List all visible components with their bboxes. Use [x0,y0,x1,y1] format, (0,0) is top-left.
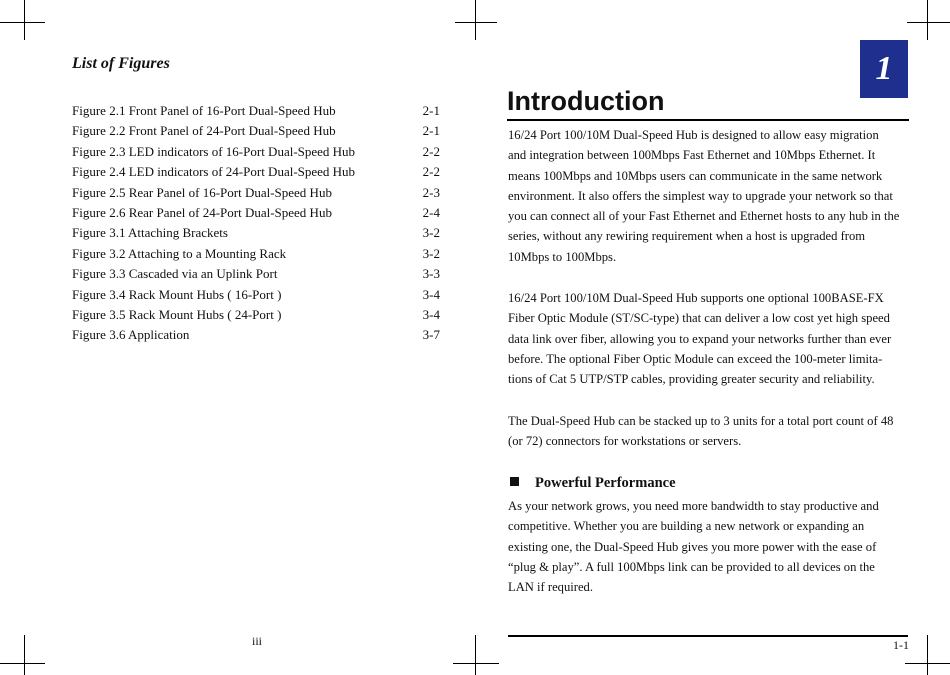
figure-entry-page: 2-1 [422,123,440,139]
figure-entry-label: Figure 2.3 LED indicators of 16-Port Dual-Speed Hub [72,143,356,159]
figure-entry-label: Figure 3.1 Attaching Brackets [72,225,228,241]
text-line: competitive. Whether you are building a new network or expanding an [508,519,865,534]
crop-mark [907,22,950,23]
text-line: data link over fiber, allowing you to expand your networks further than ever [508,331,892,346]
list-of-figures-title: List of Figures [72,55,170,72]
text-line: (or 72) connectors for workstations or servers. [508,434,742,449]
figure-entry-page: 2-3 [422,184,440,200]
figure-entry [72,122,440,140]
figure-entry-label: Figure 3.2 Attaching to a Mounting Rack [72,245,287,261]
figure-entry-label: Figure 2.1 Front Panel of 16-Port Dual-Speed Hub [72,103,336,118]
paragraph-2 [508,288,910,389]
figure-entry-page: 3-4 [422,286,440,302]
text-line: The Dual-Speed Hub can be stacked up to 3 units for a total port count of 48 [508,414,894,428]
figure-entry-label: Figure 2.5 Rear Panel of 16-Port Dual-Speed Hub [72,184,332,200]
figure-entry-page: 2-1 [422,103,440,118]
figure-entry-page: 2-4 [422,205,440,220]
text-line: existing one, the Dual-Speed Hub gives you more power with the ease of [508,539,877,554]
text-line: Fiber Optic Module (ST/SC-type) that can deliver a low cost yet high speed [508,311,890,326]
crop-mark [475,635,476,675]
figure-entry [72,102,440,120]
text-line: tions of Cat 5 UTP/STP cables, providing greater security and reliability. [508,372,875,387]
square-bullet-icon [510,477,519,486]
crop-mark [927,0,928,40]
figure-entry [72,286,440,304]
figure-entry [72,224,440,242]
figure-entry [72,326,440,344]
figure-entry-label: Figure 3.6 Application [72,327,190,343]
text-line: 16/24 Port 100/10M Dual-Speed Hub supports one optional 100BASE-FX [508,291,884,305]
section-heading [510,475,676,492]
page-number-left: iii [252,634,263,648]
figure-entry [72,245,440,263]
text-line: LAN if required. [508,580,593,595]
chapter-number-badge: 1 [860,40,908,98]
heading-rule [507,119,909,121]
text-line: “plug & play”. A full 100Mbps link can be provided to all devices on the [508,559,875,574]
text-line: environment. It also offers the simplest way to upgrade your network so that [508,188,893,203]
figure-entry [72,184,440,202]
figure-entry-label: Figure 2.6 Rear Panel of 24-Port Dual-Speed Hub [72,205,332,220]
figure-entry [72,163,440,181]
figure-entry [72,265,440,283]
paragraph-1 [508,125,910,267]
figure-entry-label: Figure 3.5 Rack Mount Hubs ( 24-Port ) [72,307,282,322]
text-line: means 100Mbps and 10Mbps users can communicate in the same network [508,168,883,183]
figure-entry-label: Figure 3.4 Rack Mount Hubs ( 16-Port ) [72,286,282,302]
figure-entry-page: 3-4 [422,307,440,322]
figure-entry-page: 2-2 [422,164,440,180]
crop-mark [905,663,950,664]
figure-entry-page: 3-2 [422,245,440,261]
figure-entry-page: 2-2 [422,143,440,159]
chapter-heading: Introduction [507,86,665,116]
text-line: and integration between 100Mbps Fast Ethernet and 10Mbps Ethernet. It [508,148,876,163]
figure-entry [72,306,440,324]
figure-entry-label: Figure 2.4 LED indicators of 24-Port Dual-Speed Hub [72,164,356,180]
text-line: 10Mbps to 100Mbps. [508,249,617,264]
figure-entry [72,204,440,222]
figure-entry-page: 3-3 [422,266,440,282]
page-number-right: 1-1 [893,638,909,652]
section-heading-text: Powerful Performance [535,475,676,491]
text-line: As your network grows, you need more bandwidth to stay productive and [508,499,879,513]
footer-rule [508,635,908,637]
text-line: 16/24 Port 100/10M Dual-Speed Hub is designed to allow easy migration [508,128,879,142]
figure-entry-page: 3-7 [422,327,440,343]
figure-entry [72,143,440,161]
crop-mark [927,635,928,675]
text-line: series, without any rewiring requirement when a host is upgraded from [508,229,866,244]
figure-entry-label: Figure 2.2 Front Panel of 24-Port Dual-Speed Hub [72,123,336,139]
figure-entry-label: Figure 3.3 Cascaded via an Uplink Port [72,266,278,282]
paragraph-3 [508,411,910,452]
text-line: before. The optional Fiber Optic Module can exceed the 100-meter limita- [508,351,883,366]
figure-entry-page: 3-2 [422,225,440,241]
section-paragraph [508,496,910,597]
text-line: you can connect all of your Fast Ethernet and Ethernet hosts to any hub in the [508,209,900,224]
crop-mark [475,0,476,40]
